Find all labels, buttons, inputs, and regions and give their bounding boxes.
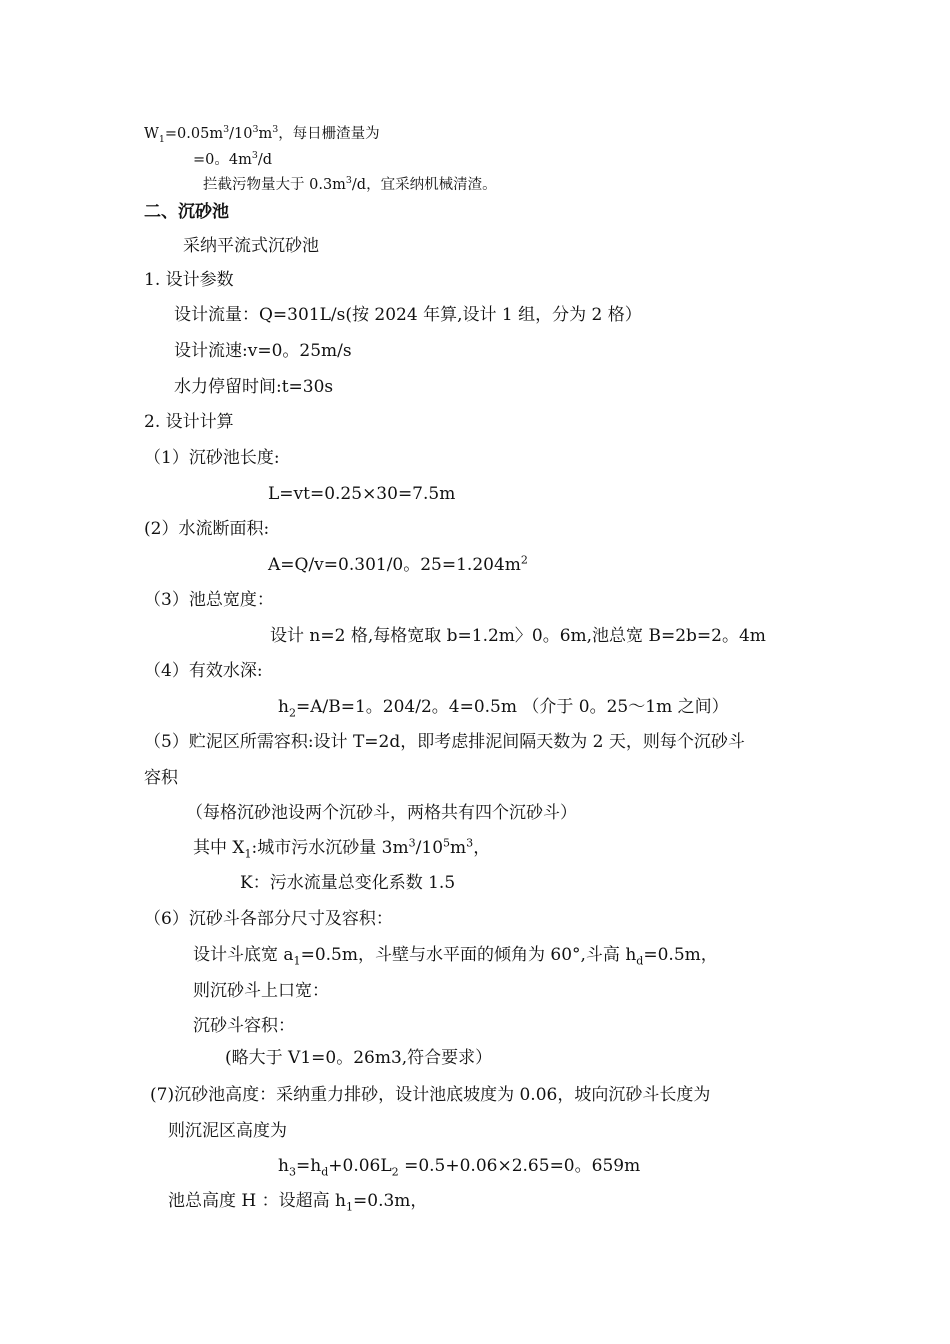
screen-cleaning-line: 拦截污物量大于 $0.3m^3/d$，宜采纳机械清渣。 [203, 175, 497, 193]
calc-s7-title: (7)沉砂池高度：采纳重力排砂，设计池底坡度为 0.06，坡向沉砂斗长度为 [150, 1085, 711, 1105]
calc-s4-eq: $h_2=A/B=1$。204/2。4=0.5m （介于 0。25～1m 之间） [278, 697, 729, 720]
screen-volume-line: =0。$4m^3/d$ [193, 150, 273, 168]
calc-s1-eq: L=vt=0.25×30=7.5m [268, 484, 456, 504]
params-heading: 1. 设计参数 [144, 270, 234, 290]
calc-s7-height: 池总高度 H ：设超高 $h_1=0.3m$， [168, 1191, 428, 1214]
calc-s4-title: （4）有效水深: [144, 661, 263, 681]
calc-s6-line3: 沉砂斗容积： [193, 1016, 295, 1036]
calc-heading: 2. 设计计算 [144, 412, 234, 432]
calc-s6-line2: 则沉砂斗上口宽： [193, 981, 329, 1001]
params-retention: 水力停留时间:t=30s [174, 377, 334, 397]
calc-s7-line1: 则沉泥区高度为 [168, 1121, 287, 1141]
section-title: 二、沉砂池 [144, 202, 229, 222]
params-velocity: 设计流速:v=0。25m/s [174, 341, 352, 361]
calc-s7-eq: $h_3=h_d+0.06L_2 =0.5+0.06\times 2.65=0$。659m [278, 1156, 641, 1179]
calc-s5-title: （5）贮泥区所需容积:设计 T=2d，即考虑排泥间隔天数为 2 天，则每个沉砂斗 [144, 732, 745, 752]
calc-s6-line1: 设计斗底宽 $a_1=0.5m$，斗壁与水平面的倾角为 60°,斗高 $h_d=0.5m$， [193, 945, 718, 968]
intro-text: 采纳平流式沉砂池 [183, 236, 319, 256]
calc-s1-title: （1）沉砂池长度: [144, 448, 280, 468]
params-flow: 设计流量：Q=301L/s(按 2024 年算,设计 1 组，分为 2 格） [174, 305, 642, 325]
calc-s5-k: K：污水流量总变化系数 1.5 [240, 873, 456, 893]
calc-s3-title: （3）池总宽度： [144, 590, 274, 610]
calc-s5-title-cont: 容积 [144, 768, 178, 788]
calc-s5-x: 其中 $X_1$:城市污水沉砂量 $3m^3/10^5m^3$， [193, 836, 491, 861]
calc-s6-title: （6）沉砂斗各部分尺寸及容积： [144, 909, 393, 929]
calc-s5-note: （每格沉砂池设两个沉砂斗，两格共有四个沉砂斗） [186, 803, 577, 823]
calc-s2-eq: A=Q/v=0.301/0。$25=1.204m^2$ [268, 553, 528, 575]
calc-s2-title: (2）水流断面积: [144, 519, 270, 539]
calc-s6-line4: (略大于 V1=0。26m3,符合要求） [225, 1048, 493, 1068]
screen-rate-line: $W_1=0.05m^3/10^3m^3$，每日栅渣量为 [144, 124, 380, 145]
calc-s3-eq: 设计 n=2 格,每格宽取 b=1.2m〉0。6m,池总宽 B=2b=2。4m [270, 626, 766, 646]
